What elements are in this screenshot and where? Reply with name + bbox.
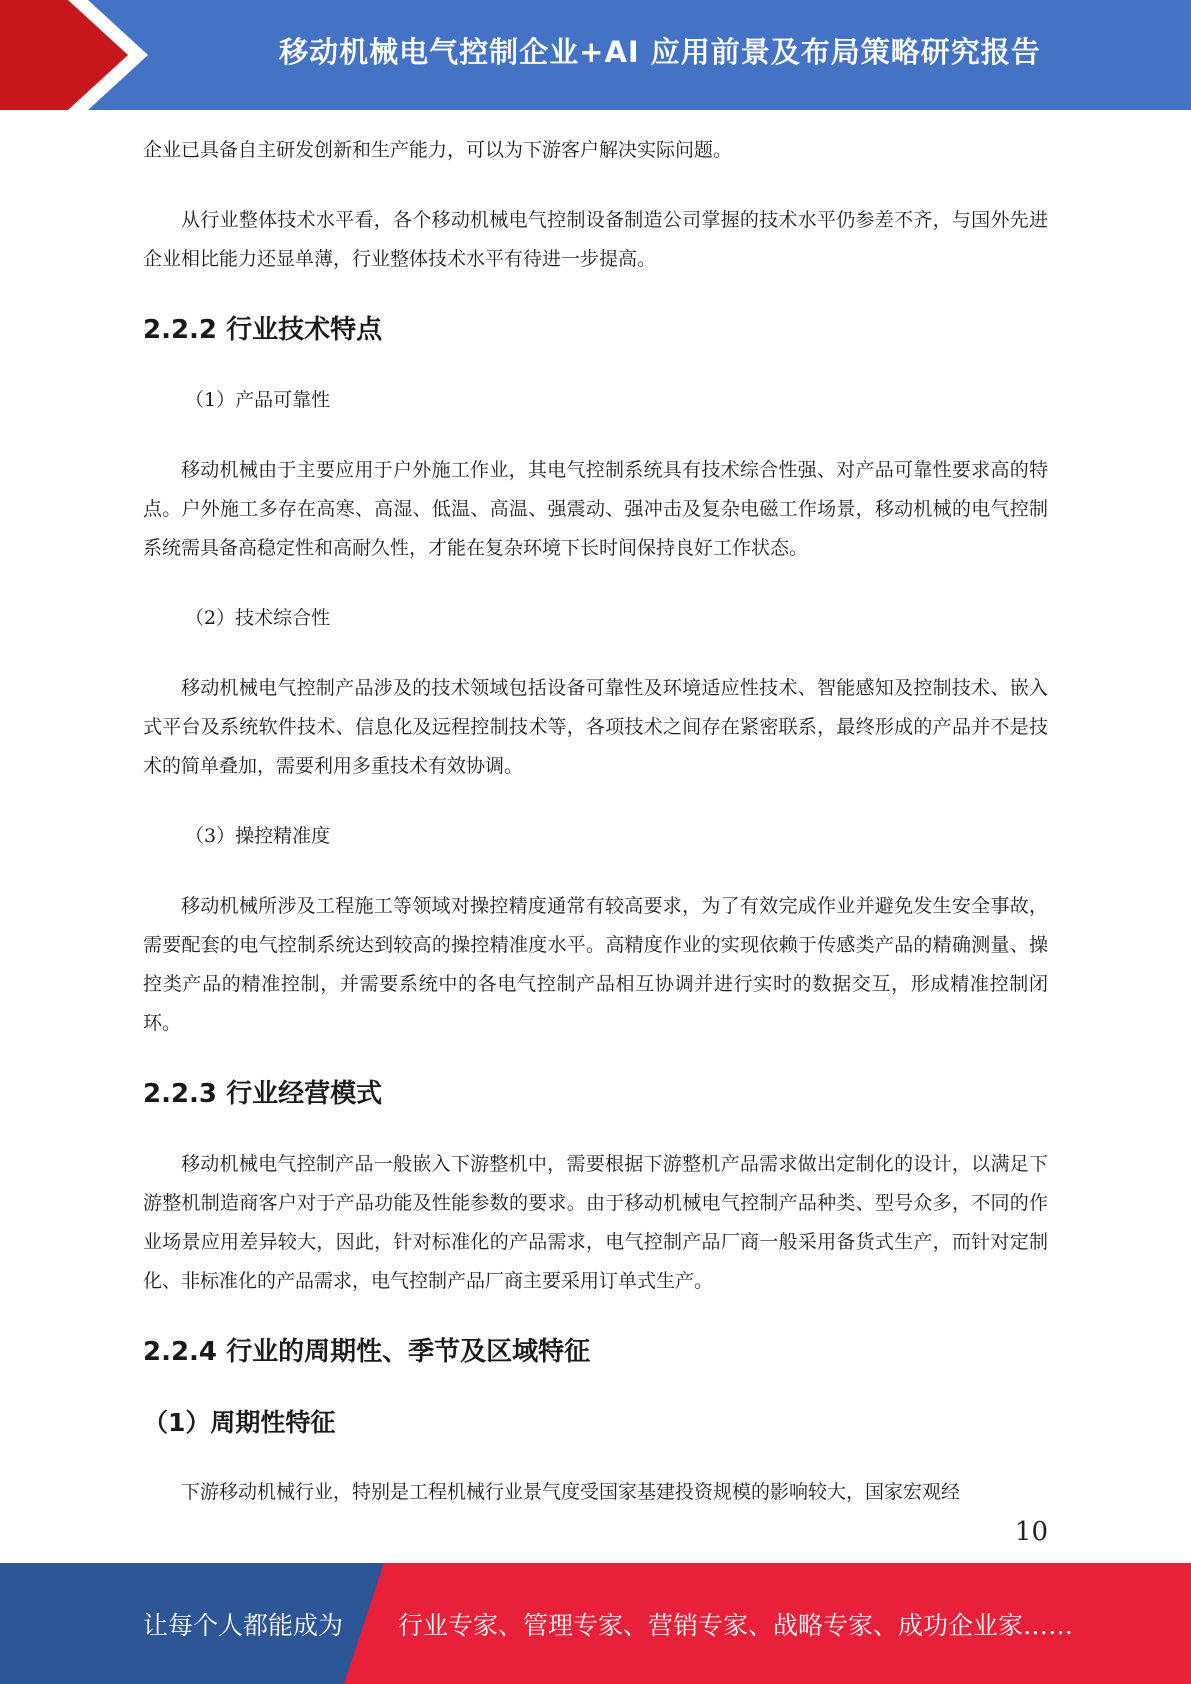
subheading-reliability: （1）产品可靠性 [185,389,331,411]
page-footer [0,1563,1191,1684]
paragraph: 移动机械电气控制产品涉及的技术领域包括设备可靠性及环境适应性技术、智能感知及控制技术、嵌入式平台及系统软件技术、信息化及远程控制技术等，各项技术之间存在紧密联系，最终形成的产品并不是技术的简单叠加，需要利用多重技术有效协调。 [143,677,1048,777]
page-number: 10 [1014,1517,1048,1547]
document-body [143,131,1048,1543]
section-heading-2-2-3: 2.2.3 行业经营模式 [143,1079,383,1109]
report-title: 移动机械电气控制企业+AI 应用前景及布局策略研究报告 [279,34,1041,69]
section-heading-2-2-2: 2.2.2 行业技术特点 [143,315,383,345]
paragraph: 下游移动机械行业，特别是工程机械行业景气度受国家基建投资规模的影响较大，国家宏观经 [181,1481,961,1503]
paragraph: 移动机械所涉及工程施工等领域对操控精度通常有较高要求，为了有效完成作业并避免发生安全事故，需要配套的电气控制系统达到较高的操控精准度水平。高精度作业的实现依赖于传感类产品的精确测量、操控类产品的精准控制，并需要系统中的各电气控制产品相互协调并进行实时的数据交互，形成精准控制闭环。 [143,895,1048,1034]
section-heading-2-2-4: 2.2.4 行业的周期性、季节及区域特征 [143,1337,591,1367]
paragraph: 移动机械由于主要应用于户外施工作业，其电气控制系统具有技术综合性强、对产品可靠性要求高的特点。户外施工多存在高寒、高湿、低温、高温、强震动、强冲击及复杂电磁工作场景，移动机械的电气控制系统需具备高稳定性和高耐久性，才能在复杂环境下长时间保持良好工作状态。 [143,459,1048,559]
subheading-precision: （3）操控精准度 [185,825,331,847]
paragraph: 移动机械电气控制产品一般嵌入下游整机中，需要根据下游整机产品需求做出定制化的设计，以满足下游整机制造商客户对于产品功能及性能参数的要求。由于移动机械电气控制产品种类、型号众多，不同的作业场景应用差异较大，因此，针对标准化的产品需求，电气控制产品厂商一般采用备货式生产，而针对定制化、非标准化的产品需求，电气控制产品厂商主要采用订单式生产。 [143,1153,1048,1292]
footer-slogan-left: 让每个人都能成为 [143,1610,344,1640]
paragraph: 企业已具备自主研发创新和生产能力，可以为下游客户解决实际问题。 [143,139,733,161]
paragraph: 从行业整体技术水平看，各个移动机械电气控制设备制造公司掌握的技术水平仍参差不齐，与国外先进企业相比能力还显单薄，行业整体技术水平有待进一步提高。 [143,209,1048,270]
page-header [0,0,1191,110]
subheading-integration: （2）技术综合性 [185,607,331,629]
footer-slogan-right: 行业专家、管理专家、营销专家、战略专家、成功企业家…… [398,1610,1074,1640]
subsection-heading-cyclicality: （1）周期性特征 [143,1408,336,1437]
